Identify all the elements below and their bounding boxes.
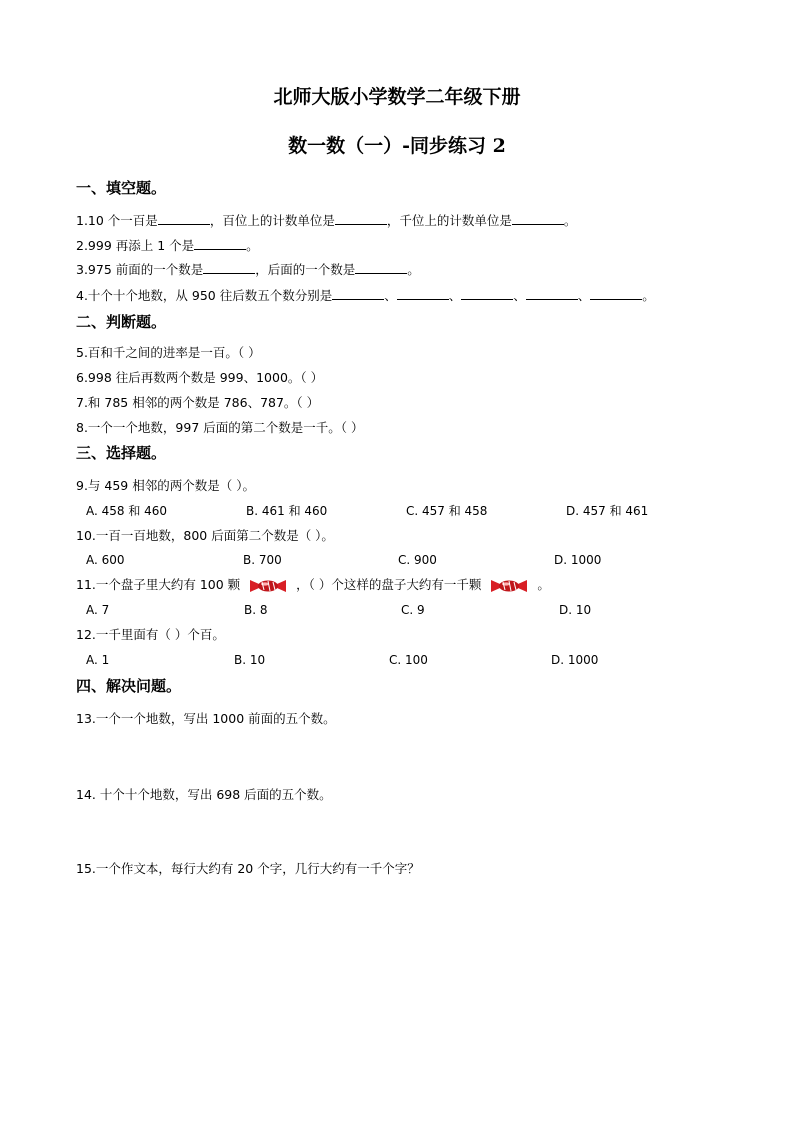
q11-text-b: ，（ ）个这样的盘子大约有一千颗 — [296, 577, 482, 592]
question-11 — [76, 576, 550, 594]
question-13: 13.一个一个地数，写出 1000 前面的五个数。 — [76, 711, 336, 726]
question-1 — [76, 212, 576, 230]
q10-option-a[interactable]: A. 600 — [86, 553, 125, 567]
section-true-false: 二、判断题。 — [76, 313, 167, 331]
answer-blank[interactable] — [203, 261, 255, 274]
answer-blank[interactable] — [158, 212, 210, 225]
answer-blank[interactable] — [512, 212, 564, 225]
q12-option-b[interactable]: B. 10 — [234, 653, 266, 667]
q3-text-a: 3.975 前面的一个数是 — [76, 262, 204, 277]
answer-blank[interactable] — [332, 287, 384, 300]
q10-option-b[interactable]: B. 700 — [243, 553, 282, 567]
q11-option-a[interactable]: A. 7 — [86, 603, 110, 617]
question-7: 7.和 785 相邻的两个数是 786、787。（ ） — [76, 395, 320, 410]
q12-option-d[interactable]: D. 1000 — [551, 653, 599, 667]
q11-text-c: 。 — [537, 577, 550, 592]
answer-blank[interactable] — [397, 287, 449, 300]
q2-text-b: 。 — [246, 238, 259, 253]
answer-blank[interactable] — [526, 287, 578, 300]
q3-text-b: ，后面的一个数是 — [255, 262, 356, 277]
page-subtitle: 数一数（一）-同步练习 2 — [288, 135, 506, 157]
question-15: 15.一个作文本，每行大约有 20 个字，几行大约有一千个字？ — [76, 861, 420, 876]
section-problem-solving: 四、解决问题。 — [76, 677, 182, 695]
answer-blank[interactable] — [355, 261, 407, 274]
question-10: 10.一百一百地数，800 后面第二个数是（ ）。 — [76, 528, 334, 543]
question-8: 8.一个一个地数，997 后面的第二个数是一千。（ ） — [76, 420, 364, 435]
q12-option-c[interactable]: C. 100 — [389, 653, 428, 667]
q9-option-d[interactable]: D. 457 和 461 — [566, 504, 649, 518]
q9-option-a[interactable]: A. 458 和 460 — [86, 504, 168, 518]
question-6: 6.998 往后再数两个数是 999、1000。（ ） — [76, 370, 324, 385]
q1-text-d: 。 — [563, 213, 577, 228]
q1-text-a: 1.10 个一百是 — [76, 213, 158, 228]
q10-option-c[interactable]: C. 900 — [398, 553, 437, 567]
q4-end: 。 — [642, 288, 655, 303]
answer-blank[interactable] — [461, 287, 513, 300]
question-12: 12.一千里面有（ ）个百。 — [76, 627, 225, 642]
q4-sep: 、 — [577, 288, 591, 303]
q4-sep: 、 — [384, 288, 397, 303]
q11-option-c[interactable]: C. 9 — [401, 603, 425, 617]
question-5: 5.百和千之间的进率是一百。（ ） — [76, 345, 261, 360]
q2-text-a: 2.999 再添上 1 个是 — [76, 238, 195, 253]
q4-sep: 、 — [513, 288, 526, 303]
q3-text-c: 。 — [407, 262, 420, 277]
q4-sep: 、 — [448, 288, 462, 303]
question-2 — [76, 237, 259, 255]
q9-option-b[interactable]: B. 461 和 460 — [246, 504, 328, 518]
q10-option-d[interactable]: D. 1000 — [554, 553, 602, 567]
question-9: 9.与 459 相邻的两个数是（ ）。 — [76, 478, 255, 493]
question-14: 14. 十个十个地数，写出 698 后面的五个数。 — [76, 787, 332, 802]
answer-blank[interactable] — [590, 287, 642, 300]
q1-text-c: ，千位上的计数单位是 — [386, 213, 512, 228]
page-title: 北师大版小学数学二年级下册 — [273, 86, 521, 108]
question-3 — [76, 261, 420, 279]
q11-option-d[interactable]: D. 10 — [559, 603, 592, 617]
q1-text-b: ，百位上的计数单位是 — [209, 213, 335, 228]
answer-blank[interactable] — [335, 212, 387, 225]
q11-option-b[interactable]: B. 8 — [244, 603, 268, 617]
q12-option-a[interactable]: A. 1 — [86, 653, 110, 667]
section-fill-blank: 一、填空题。 — [76, 179, 167, 197]
q4-text-a: 4.十个十个地数，从 950 往后数五个数分别是 — [76, 288, 333, 303]
answer-blank[interactable] — [194, 237, 246, 250]
candy-icon — [491, 578, 527, 594]
q11-text-a: 11.一个盘子里大约有 100 颗 — [76, 577, 241, 592]
candy-icon — [250, 578, 286, 594]
section-multiple-choice: 三、选择题。 — [76, 444, 167, 462]
question-4 — [76, 287, 655, 305]
q9-option-c[interactable]: C. 457 和 458 — [406, 504, 488, 518]
